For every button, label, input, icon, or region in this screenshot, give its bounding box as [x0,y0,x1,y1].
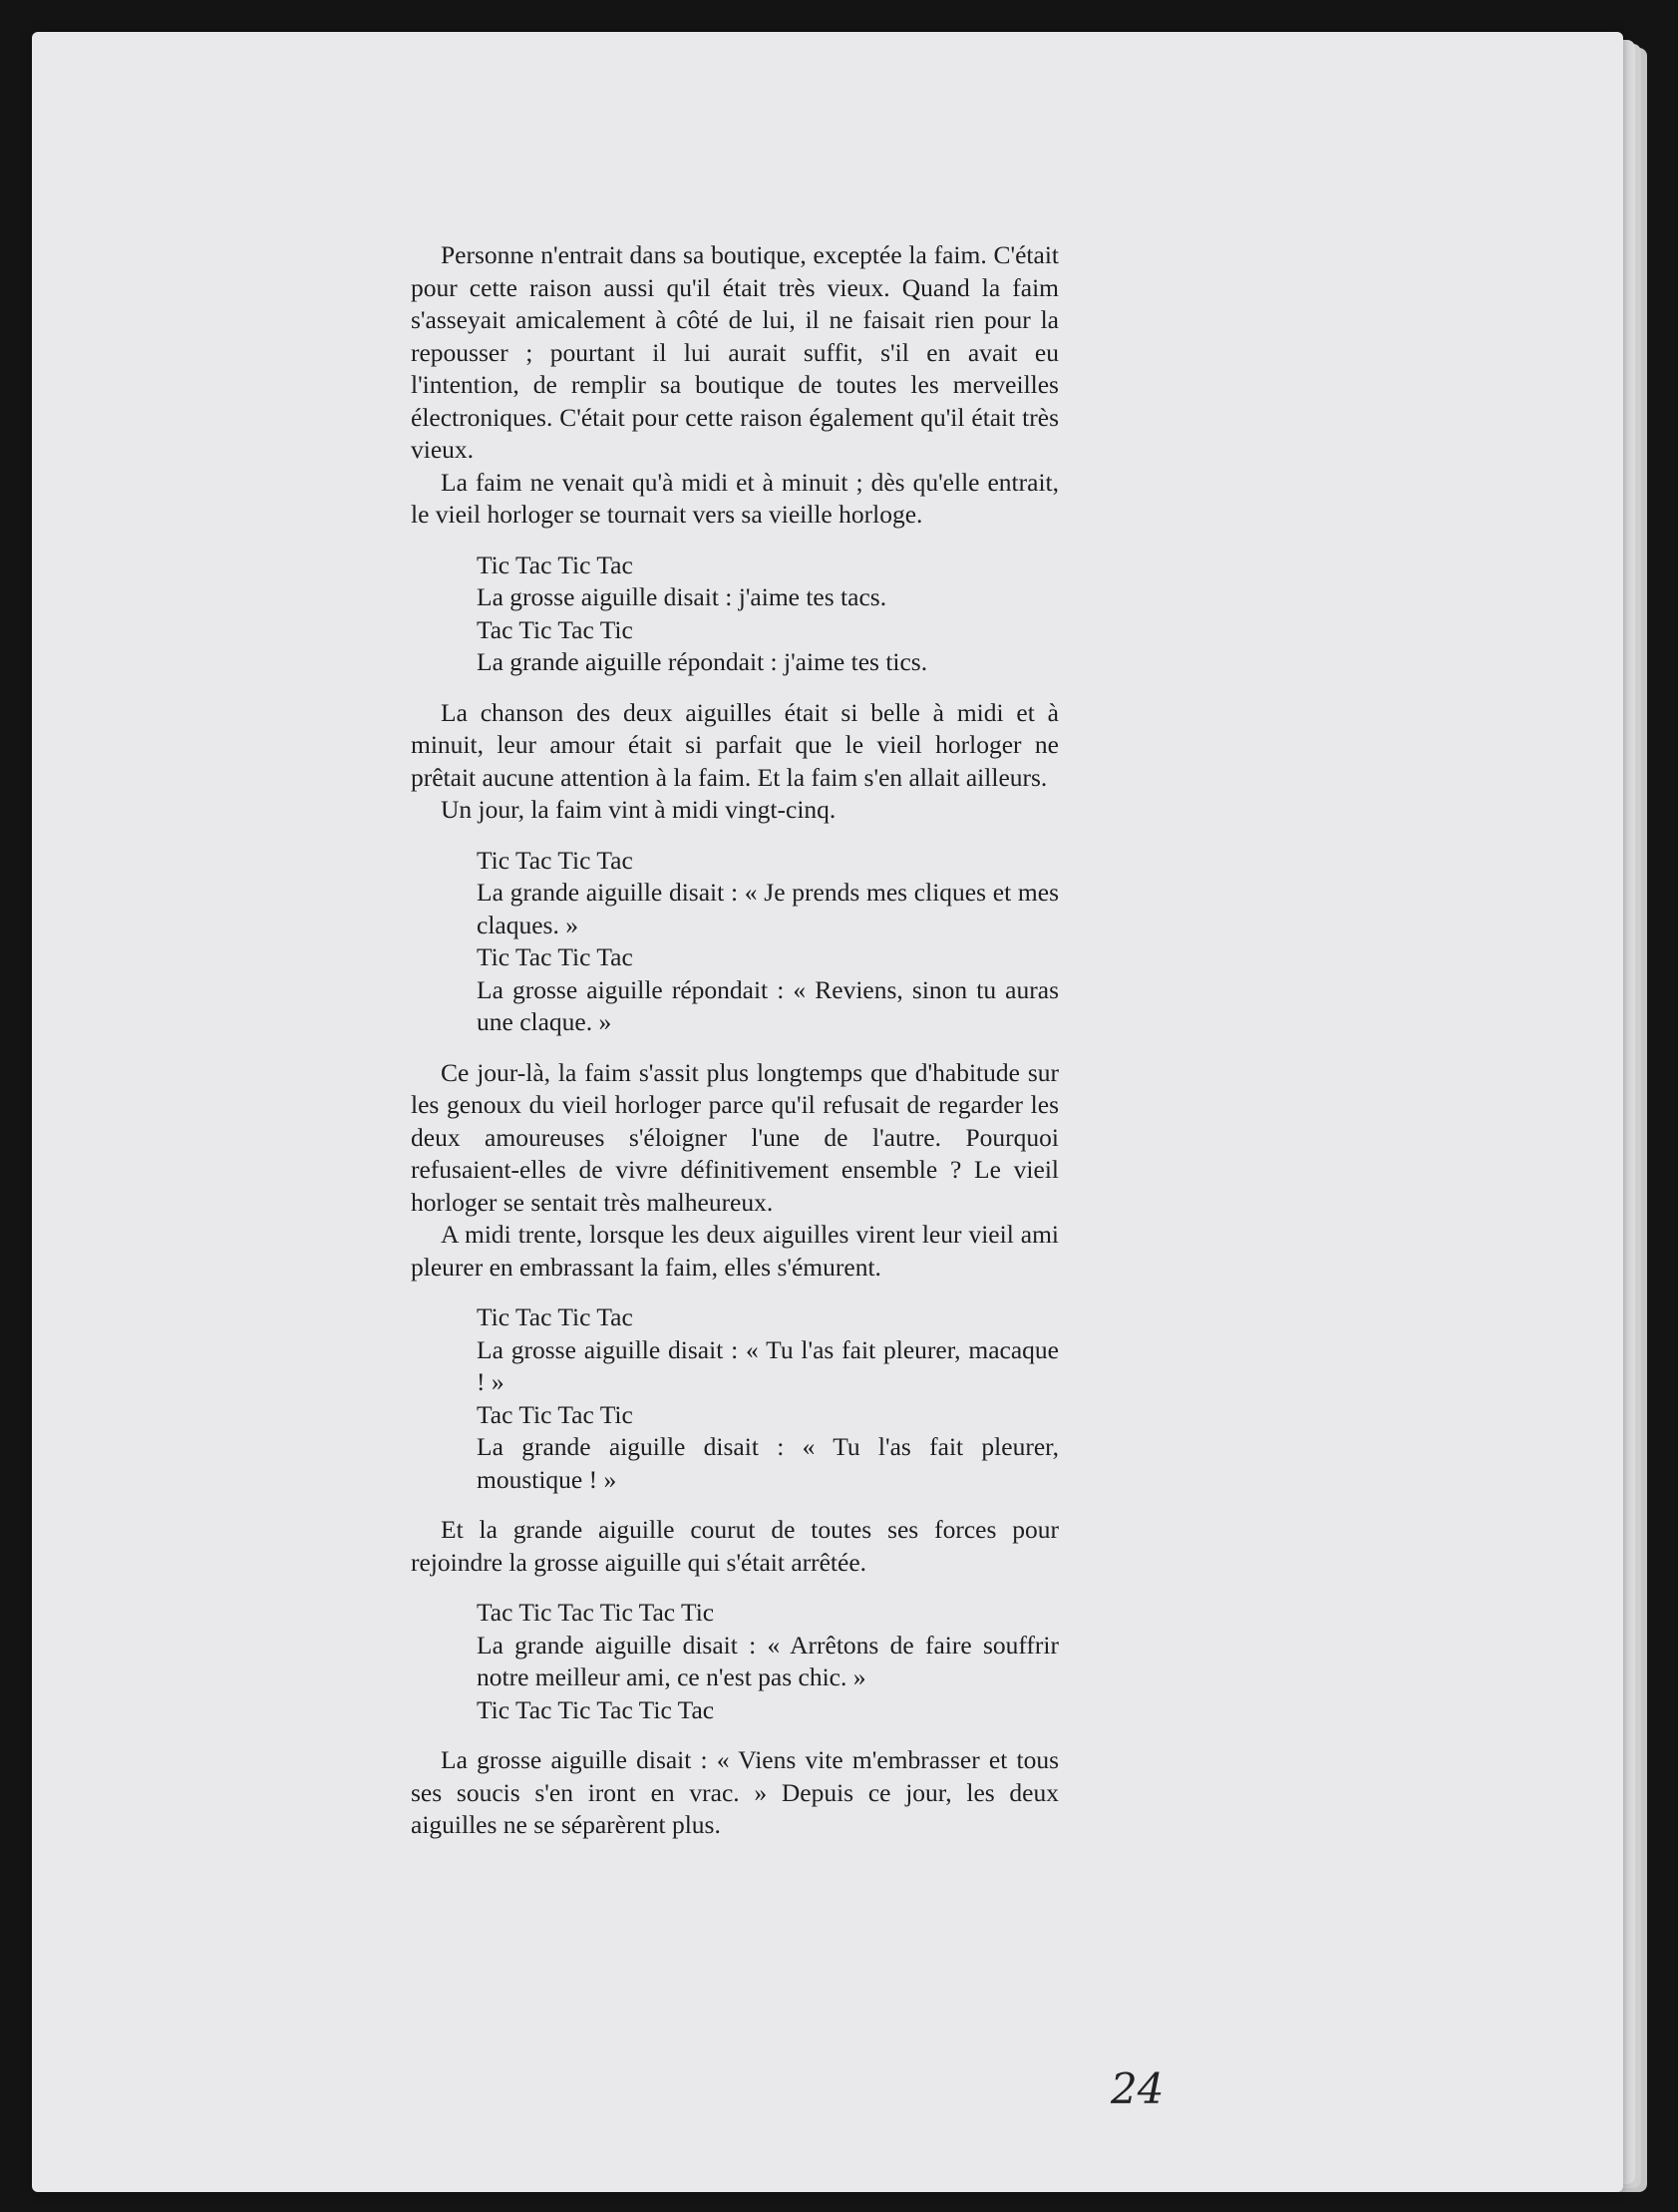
paragraph: Un jour, la faim vint à midi vingt-cinq. [441,795,837,824]
verse-line: Tic Tac Tic Tac [477,550,633,579]
handwritten-page-number: 24 [1111,2064,1165,2113]
verse-line: Tac Tic Tac Tic [477,614,633,644]
verse-line: Tic Tac Tic Tac [477,845,633,875]
verse-line: La grande aiguille disait : « Arrêtons de faire souffrir notre meilleur ami, ce n'est pas chic. » [477,1630,1059,1691]
verse-line: Tic Tac Tic Tac Tic Tac [477,1694,715,1724]
verse-block [477,1301,1059,1496]
verse-line: La grande aiguille disait : « Je prends mes cliques et mes claques. » [477,878,1059,939]
document-page [32,32,1623,2192]
paragraph: A midi trente, lorsque les deux aiguilles virent leur vieil ami pleurer en embrassant la faim, elles s'émurent. [411,1220,1059,1282]
story-text [411,239,1059,1842]
verse-line: Tic Tac Tic Tac [477,1302,633,1331]
paragraph: La grosse aiguille disait : « Viens vite m'embrasser et tous ses soucis s'en iront en vrac. » Depuis ce jour, les deux aiguilles ne se séparèrent plus. [411,1745,1059,1839]
paragraph: La faim ne venait qu'à midi et à minuit ; dès qu'elle entrait, le vieil horloger se tournait vers sa vieille horloge. [411,467,1059,529]
verse-line: La grosse aiguille disait : « Tu l'as fait pleurer, macaque ! » [477,1334,1059,1396]
verse-line: La grosse aiguille répondait : « Reviens, sinon tu auras une claque. » [477,974,1059,1036]
verse-block [477,1597,1059,1726]
paragraph: La chanson des deux aiguilles était si belle à midi et à minuit, leur amour était si parfait que le vieil horloger ne prêtait aucune attention à la faim. Et la faim s'en allait ailleurs. [411,697,1059,792]
paragraph: Ce jour-là, la faim s'assit plus longtemps que d'habitude sur les genoux du vieil horloger parce qu'il refusait de regarder les deux amoureuses s'éloigner l'une de l'autre. Pourquoi refusaient-elles de vivre définitivement ensemble ? Le vieil horloger se sentait très malheureux. [411,1057,1059,1217]
verse-block [477,845,1059,1039]
verse-block [477,550,1059,679]
verse-line: Tac Tic Tac Tic [477,1399,633,1429]
verse-line: La grande aiguille répondait : j'aime tes tics. [477,647,928,676]
paragraph: Personne n'entrait dans sa boutique, exceptée la faim. C'était pour cette raison aussi qu'il était très vieux. Quand la faim s'asseyait amicalement à côté de lui, il ne faisait rien pour la repousser ; pourtant il lui aurait suffit, s'il en avait eu l'intention, de remplir sa boutique de toutes les merveilles électroniques. C'était pour cette raison également qu'il était très vieux. [411,240,1059,464]
verse-line: Tic Tac Tic Tac [477,942,633,971]
verse-line: La grande aiguille disait : « Tu l'as fait pleurer, moustique ! » [477,1432,1059,1494]
verse-line: Tac Tic Tac Tic Tac Tic [477,1598,715,1627]
paragraph: Et la grande aiguille courut de toutes ses forces pour rejoindre la grosse aiguille qui s'était arrêtée. [411,1515,1059,1577]
verse-line: La grosse aiguille disait : j'aime tes tacs. [477,582,887,611]
